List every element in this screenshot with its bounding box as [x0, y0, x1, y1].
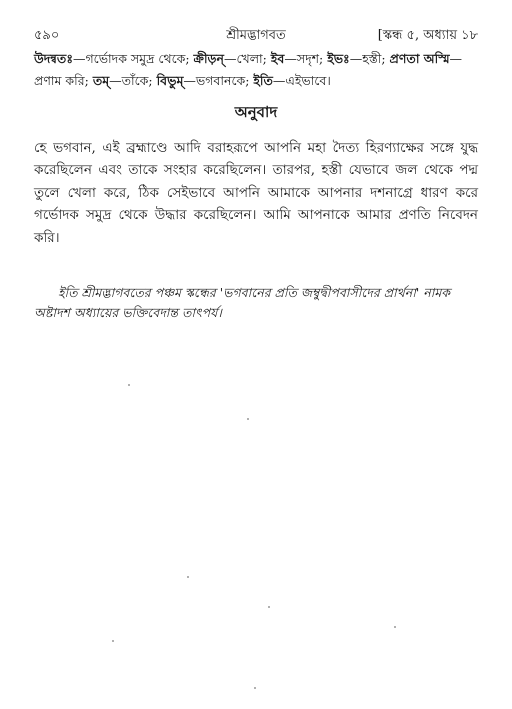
synonym-term: ইভঃ	[327, 51, 350, 66]
word-meanings	[34, 48, 478, 92]
synonym-term: প্রণতা অস্মি	[389, 51, 450, 66]
synonym-entry	[271, 51, 327, 66]
chapter-reference: [স্কন্ধ ৫, অধ্যায় ১৮	[377, 28, 478, 43]
synonym-meaning: —সদৃশ;	[284, 51, 328, 66]
synonym-meaning: —গর্ভোদক সমুদ্র থেকে;	[72, 51, 194, 66]
translation-text: হে ভগবান, এই ব্রহ্মাণ্ডে আদি বরাহরূপে আপনি মহা দৈত্য হিরণ্যাক্ষের সঙ্গে যুদ্ধ করেছিলেন এবং তাকে সংহার করেছিলেন। তারপর, হস্তী যেভাবে জল থেকে পদ্ম তুলে খেলা করে, ঠিক সেইভাবে আপনি আমাকে আপনার দশনাগ্রে ধারণ করে গর্ভোদক সমুদ্র থেকে উদ্ধার করেছিলেন। আমি আপনাকে আমার প্রণতি নিবেদন করি।	[34, 139, 478, 246]
chapter-colophon: ইতি শ্রীমদ্ভাগবতের পঞ্চম স্কন্ধের 'ভগবানের প্রতি জম্বুদ্বীপবাসীদের প্রার্থনা' নামক অষ্টাদশ অধ্যায়ের ভক্তিবেদান্ত তাৎপর্য।	[34, 284, 451, 320]
synonym-term: ইব	[270, 51, 285, 66]
scan-speck	[128, 384, 130, 386]
scan-speck	[268, 606, 270, 608]
scan-speck	[394, 626, 396, 628]
scan-speck	[112, 640, 114, 642]
synonym-entry	[253, 73, 330, 88]
synonym-term: তম্	[92, 73, 110, 88]
synonym-meaning: —তাঁকে;	[109, 73, 157, 88]
synonym-entry	[34, 51, 194, 66]
synonym-term: ক্রীড়ন্	[193, 51, 224, 66]
synonym-term: উদন্বতঃ	[34, 51, 73, 66]
synonym-meaning: —হস্তী;	[349, 51, 390, 66]
synonym-meaning: —এইভাবে।	[272, 73, 331, 88]
translation-heading: অনুবাদ	[234, 103, 278, 121]
synonym-entry	[157, 73, 254, 88]
synonym-meaning: —খেলা;	[223, 51, 271, 66]
scan-speck	[187, 576, 189, 578]
synonym-entry	[327, 51, 389, 66]
scan-speck	[247, 418, 249, 420]
page-header	[34, 26, 478, 46]
synonym-meaning: —ভগবানকে;	[183, 73, 254, 88]
synonym-term: বিভুম্	[156, 73, 184, 88]
synonym-entry	[93, 73, 157, 88]
synonym-entry	[194, 51, 271, 66]
page-number: ৫৯০	[34, 28, 60, 43]
synonym-term: ইতি	[253, 73, 273, 88]
synonym-meaning: —প্রণাম করি;	[34, 51, 463, 88]
book-title: শ্রীমদ্ভাগবত	[226, 28, 286, 43]
scan-speck	[254, 687, 256, 689]
